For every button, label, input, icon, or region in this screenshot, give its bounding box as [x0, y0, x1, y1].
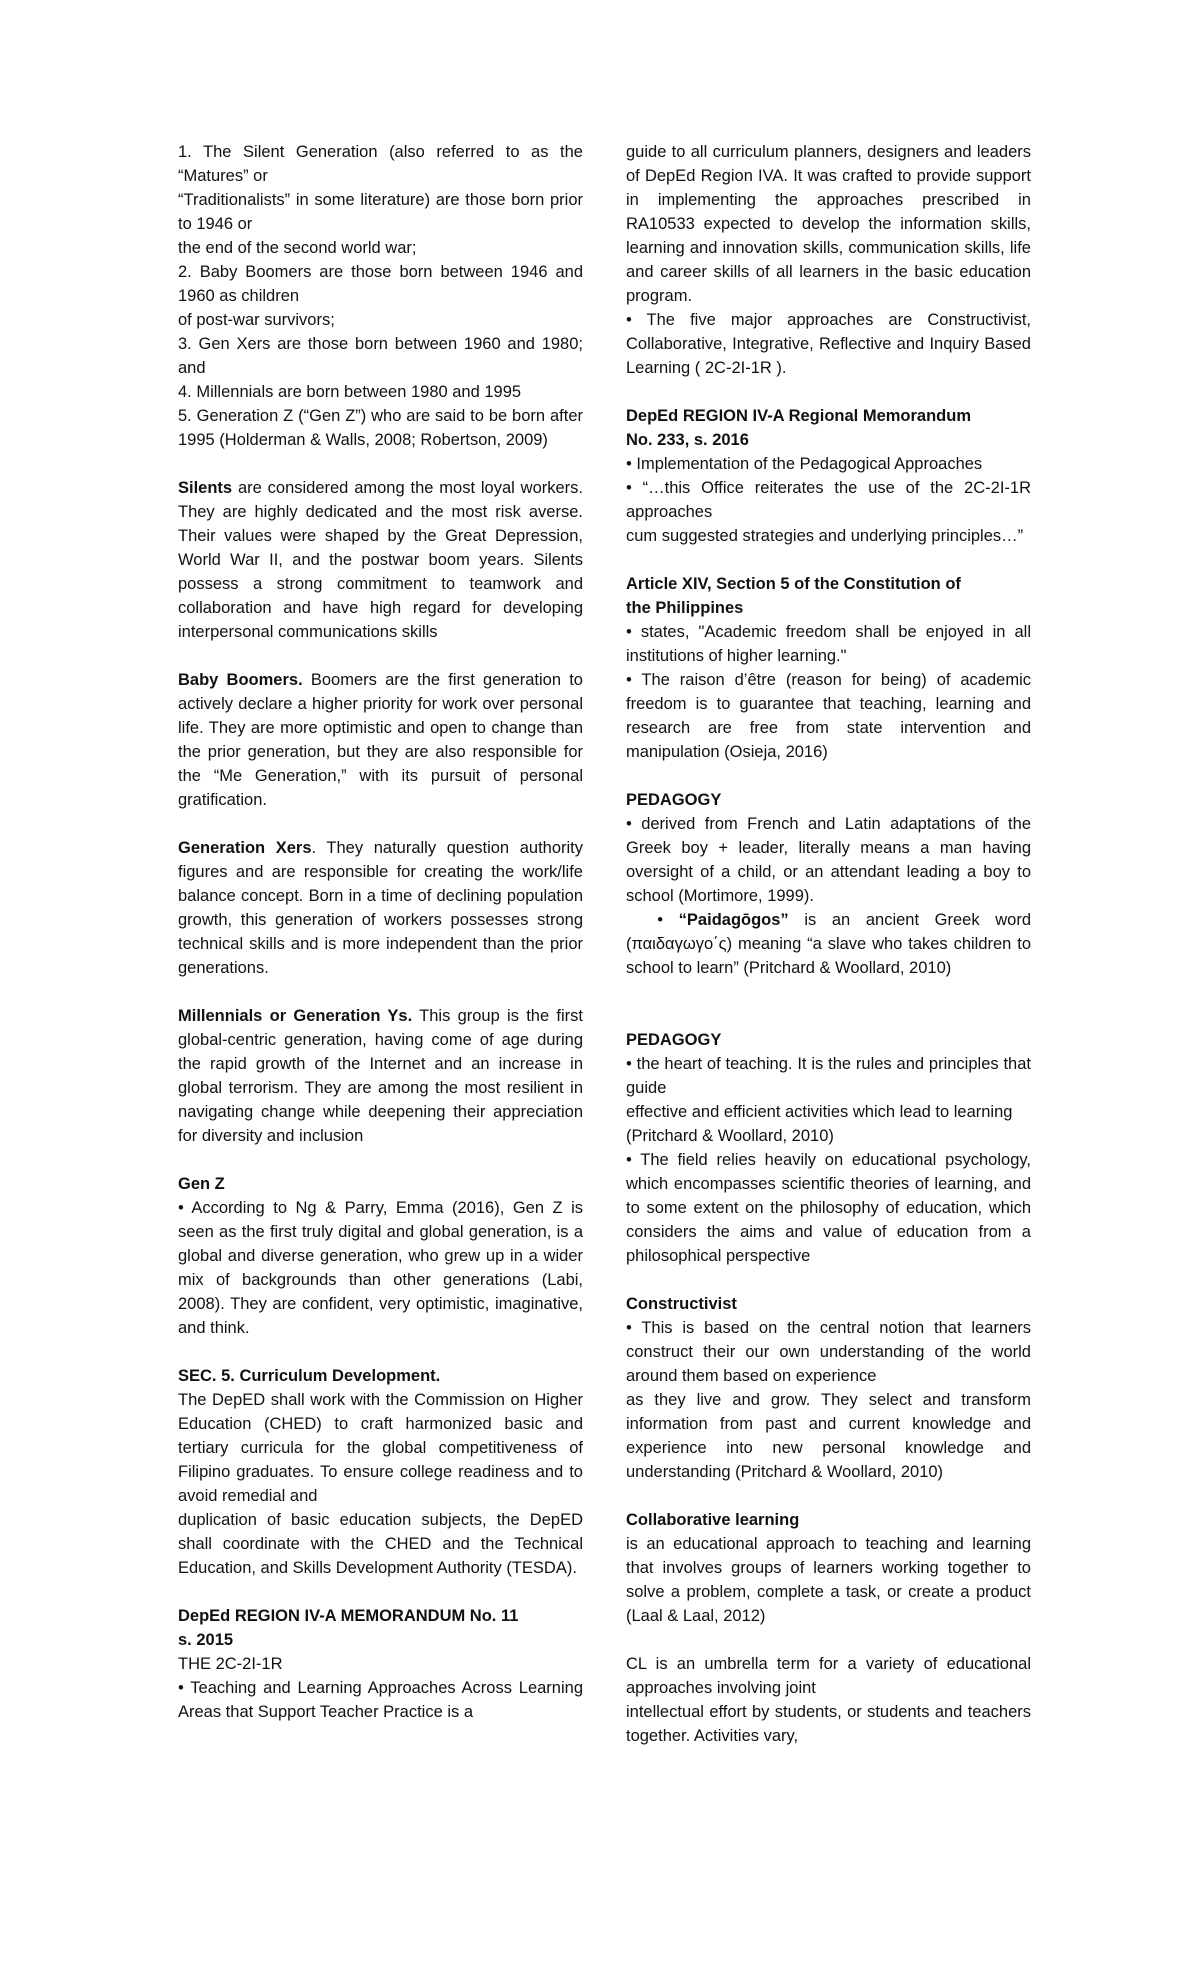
memo11-subtitle: THE 2C-2I-1R	[178, 1655, 283, 1673]
pedagogy-heading-1: PEDAGOGY	[626, 791, 722, 809]
genx-paragraph	[178, 836, 583, 980]
silents-paragraph	[178, 476, 583, 644]
gen-list-silent-end: the end of the second world war;	[178, 239, 417, 257]
approaches-paragraph: • The five major approaches are Constructivist, Collaborative, Integrative, Reflective and Inquiry Based Learning ( 2C-2I-1R ).	[626, 311, 1031, 377]
constructivist-paragraph-cont: as they live and grow. They select and transform information from past and current knowledge and experience into new personal knowledge and understanding (Pritchard & Woollard, 2010)	[626, 1391, 1031, 1481]
pedagogy2-bullet-1: • the heart of teaching. It is the rules and principles that guide	[626, 1055, 1031, 1097]
memo11-paragraph: • Teaching and Learning Approaches Across Learning Areas that Support Teacher Practice is a	[178, 1679, 583, 1721]
boomers-text: Boomers are the first generation to actively declare a higher priority for work over personal life. They are more optimistic and open to change than the prior generation, but they are also responsible for the “Me Generation,” with its pursuit of personal gratification.	[178, 671, 583, 809]
genz-heading: Gen Z	[178, 1175, 225, 1193]
gen-list-millennials: 4. Millennials are born between 1980 and 1995	[178, 383, 522, 401]
pedagogy2-bullet-2: • The field relies heavily on educational psychology, which encompasses scientific theories of learning, and to some extent on the philosophy of education, which considers the aims and value of education from a philosophical perspective	[626, 1151, 1031, 1265]
memo11-heading: DepEd REGION IV-A MEMORANDUM No. 11	[178, 1607, 519, 1625]
constructivist-paragraph: • This is based on the central notion that learners construct their our own understanding of the world around them based on experience	[626, 1319, 1031, 1385]
millennials-text: This group is the first global-centric generation, having come of age during the rapid growth of the Internet and an increase in global terrorism. They are among the most resilient in navigating change while deepening their appreciation for diversity and inclusion	[178, 1007, 583, 1145]
pedagogy-bullet-2	[626, 908, 1031, 980]
pedagogy-bullet-2-text: is an ancient Greek word (παιδαγωγο΄ς) meaning “a slave who takes children to school to learn” (Pritchard & Woollard, 2010)	[626, 911, 1032, 977]
millennials-term: Millennials or Generation Ys.	[178, 1007, 413, 1025]
memo233-bullet-1: • Implementation of the Pedagogical Approaches	[626, 455, 983, 473]
gen-list-silent: 1. The Silent Generation (also referred to as the “Matures” or	[178, 143, 583, 185]
article-heading-cont: the Philippines	[626, 599, 744, 617]
pedagogy-bullet-1: • derived from French and Latin adaptations of the Greek boy + leader, literally means a man having oversight of a child, or an attendant leading a boy to school (Mortimore, 1999).	[626, 815, 1031, 905]
memo11-paragraph-cont: guide to all curriculum planners, designers and leaders of DepEd Region IVA. It was crafted to provide support in implementing the approaches prescribed in RA10533 expected to develop the information skills, learning and innovation skills, communication skills, life and career skills of all learners in the basic education program.	[626, 143, 1031, 305]
boomers-term: Baby Boomers.	[178, 671, 303, 689]
gen-list-silent-cont: “Traditionalists” in some literature) are those born prior to 1946 or	[178, 191, 583, 233]
memo11-heading-year: s. 2015	[178, 1631, 234, 1649]
article-bullet-2: • The raison d’être (reason for being) of academic freedom is to guarantee that teaching, learning and research are free from state intervention and manipulation (Osieja, 2016)	[626, 671, 1031, 761]
memo233-heading: DepEd REGION IV-A Regional Memorandum	[626, 407, 972, 425]
constructivist-heading: Constructivist	[626, 1295, 737, 1313]
gen-list-boomers-end: of post-war survivors;	[178, 311, 335, 329]
gen-list-boomers: 2. Baby Boomers are those born between 1946 and 1960 as children	[178, 263, 583, 305]
silents-text: are considered among the most loyal workers. They are highly dedicated and the most risk averse. Their values were shaped by the Great Depression, World War II, and the postwar boom years. Silents possess a strong commitment to teamwork and collaboration and have high regard for developing interpersonal communications skills	[178, 479, 583, 641]
silents-term: Silents	[178, 479, 233, 497]
millennials-paragraph	[178, 1004, 583, 1148]
pedagogy2-bullet-1-cont: effective and efficient activities which lead to learning	[626, 1103, 1013, 1121]
left-column	[178, 140, 583, 1724]
genx-term: Generation Xers	[178, 839, 312, 857]
pedagogy-bullet-2-marker: •	[626, 911, 679, 929]
pedagogy-heading-2: PEDAGOGY	[626, 1031, 722, 1049]
memo233-bullet-2: • “…this Office reiterates the use of the 2C-2I-1R approaches	[626, 479, 1031, 521]
cl-paragraph-cont: intellectual effort by students, or students and teachers together. Activities vary,	[626, 1703, 1031, 1745]
sec5-paragraph: The DepED shall work with the Commission on Higher Education (CHED) to craft harmonized basic and tertiary curricula for the global competitiveness of Filipino graduates. To ensure college readiness and to avoid remedial and	[178, 1391, 583, 1505]
memo233-bullet-2-cont: cum suggested strategies and underlying principles…”	[626, 527, 1024, 545]
cl-paragraph: CL is an umbrella term for a variety of educational approaches involving joint	[626, 1655, 1031, 1697]
boomers-paragraph	[178, 668, 583, 812]
article-heading: Article XIV, Section 5 of the Constitution of	[626, 575, 961, 593]
sec5-paragraph-cont: duplication of basic education subjects, the DepED shall coordinate with the CHED and the Technical Education, and Skills Development Authority (TESDA).	[178, 1511, 583, 1577]
pedagogy2-citation: (Pritchard & Woollard, 2010)	[626, 1127, 834, 1145]
sec5-heading: SEC. 5. Curriculum Development.	[178, 1367, 441, 1385]
memo233-heading-number: No. 233, s. 2016	[626, 431, 749, 449]
genz-paragraph: • According to Ng & Parry, Emma (2016), Gen Z is seen as the first truly digital and global generation, is a global and diverse generation, who grew up in a wider mix of backgrounds than other generations (Labi, 2008). They are confident, very optimistic, imaginative, and think.	[178, 1199, 583, 1337]
gen-list-genx: 3. Gen Xers are those born between 1960 and 1980; and	[178, 335, 583, 377]
genx-text: . They naturally question authority figures and are responsible for creating the work/life balance concept. Born in a time of declining population growth, this generation of workers possesses strong technical skills and is more independent than the prior generations.	[178, 839, 584, 977]
paidagogos-term: “Paidagōgos”	[678, 911, 789, 929]
article-bullet-1: • states, "Academic freedom shall be enjoyed in all institutions of higher learning."	[626, 623, 1031, 665]
collaborative-paragraph: is an educational approach to teaching and learning that involves groups of learners working together to solve a problem, complete a task, or create a product (Laal & Laal, 2012)	[626, 1535, 1031, 1625]
gen-list-genz: 5. Generation Z (“Gen Z”) who are said to be born after 1995 (Holderman & Walls, 2008; Robertson, 2009)	[178, 407, 583, 449]
right-column	[626, 140, 1031, 1748]
collaborative-heading: Collaborative learning	[626, 1511, 800, 1529]
